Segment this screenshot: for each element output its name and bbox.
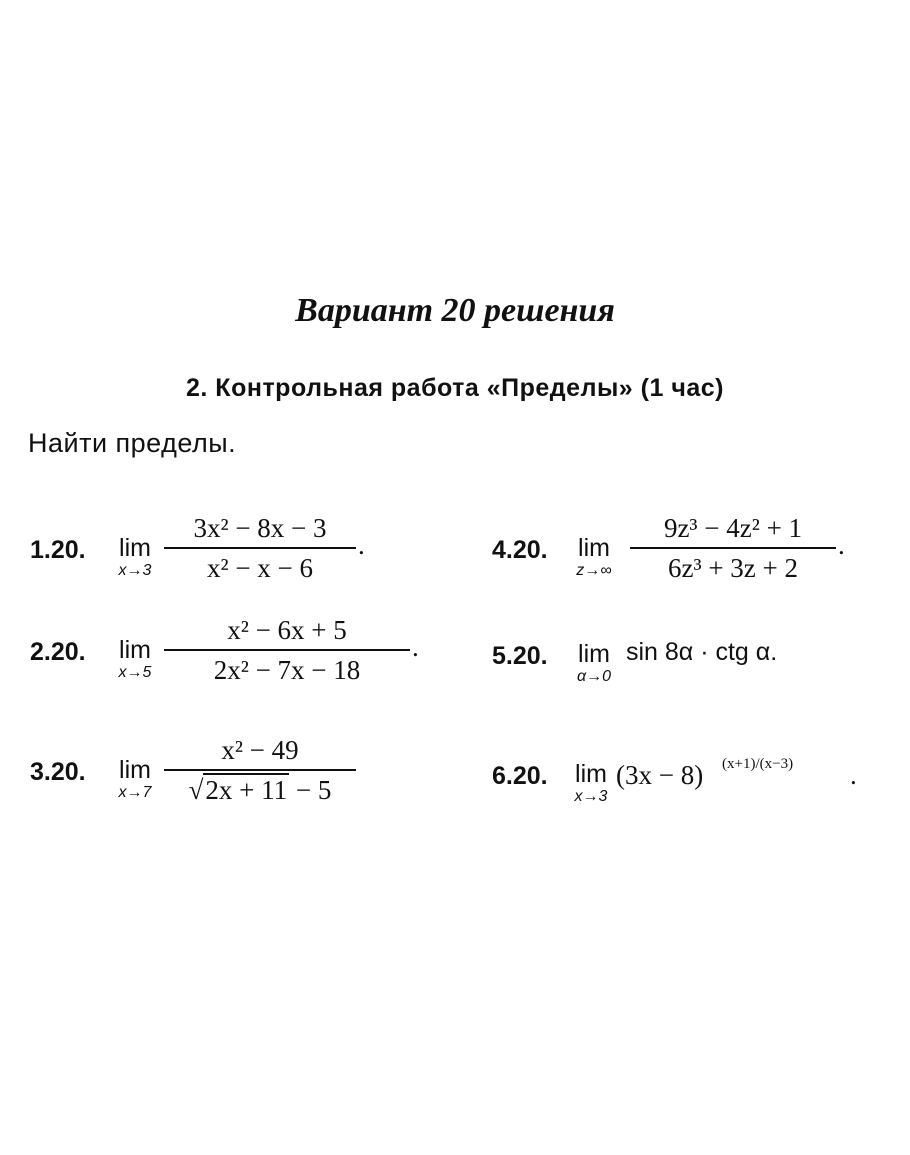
task-number: 2.20. [30, 638, 86, 666]
lim-word: lim [578, 534, 610, 562]
period: . [358, 530, 365, 560]
numerator: 3x² − 8x − 3 [193, 513, 327, 543]
denominator-rest: − 5 [289, 775, 332, 805]
fraction-bar [164, 649, 410, 651]
work-title: 2. Контрольная работа «Пределы» (1 час) [186, 374, 724, 402]
task-2 [30, 612, 450, 702]
task-number: 6.20. [492, 762, 548, 790]
denominator: x² − x − 6 [206, 553, 314, 583]
numerator: 9z³ − 4z² + 1 [663, 513, 803, 543]
radical-sign: √ [188, 775, 204, 805]
numerator: x² − 49 [221, 735, 299, 765]
radicand: 2x + 11 [205, 775, 288, 805]
fraction-bar [630, 547, 836, 549]
fraction [164, 612, 410, 688]
base-expression: (3x − 8) [616, 760, 704, 790]
fraction-bar [164, 769, 356, 771]
fraction [164, 732, 356, 808]
denominator: 2x² − 7x − 18 [213, 655, 361, 685]
task-number: 3.20. [30, 758, 86, 786]
task-4 [492, 508, 892, 598]
exponent: (x+1)/(x−3) [722, 756, 794, 772]
denominator: 6z³ + 3z + 2 [667, 553, 799, 583]
lim-subscript: α→0 [576, 668, 612, 685]
numerator: x² − 6x + 5 [227, 615, 347, 645]
lim-word: lim [119, 534, 151, 562]
lim-subscript: x→3 [118, 562, 152, 579]
limit-operator [562, 534, 626, 580]
task-3 [30, 732, 450, 827]
limit-operator [110, 534, 160, 580]
limit-operator [566, 760, 616, 806]
limit-operator [110, 756, 160, 802]
lim-subscript: x→5 [118, 664, 152, 681]
instruction: Найти пределы. [28, 428, 237, 458]
lim-word: lim [575, 760, 607, 788]
fraction [164, 510, 356, 586]
square-root [189, 772, 290, 808]
task-number: 4.20. [492, 536, 548, 564]
limit-operator [110, 636, 160, 682]
lim-subscript: x→7 [118, 784, 152, 801]
lim-word: lim [578, 640, 610, 668]
task-1 [30, 508, 450, 598]
fraction [630, 510, 836, 586]
task-number: 5.20. [492, 642, 548, 670]
task-number: 1.20. [30, 536, 86, 564]
denominator [164, 772, 356, 808]
task-6 [492, 756, 892, 826]
limit-operator [566, 640, 622, 686]
period: . [838, 530, 845, 560]
variant-title: Вариант 20 решения [295, 292, 615, 329]
lim-word: lim [119, 636, 151, 664]
lim-word: lim [119, 756, 151, 784]
expression: sin 8α · ctg α. [626, 638, 778, 666]
task-5 [492, 636, 892, 706]
lim-subscript: z→∞ [576, 562, 612, 579]
lim-subscript: x→3 [574, 788, 608, 805]
period: . [850, 760, 857, 790]
period: . [412, 632, 419, 662]
fraction-bar [164, 547, 356, 549]
